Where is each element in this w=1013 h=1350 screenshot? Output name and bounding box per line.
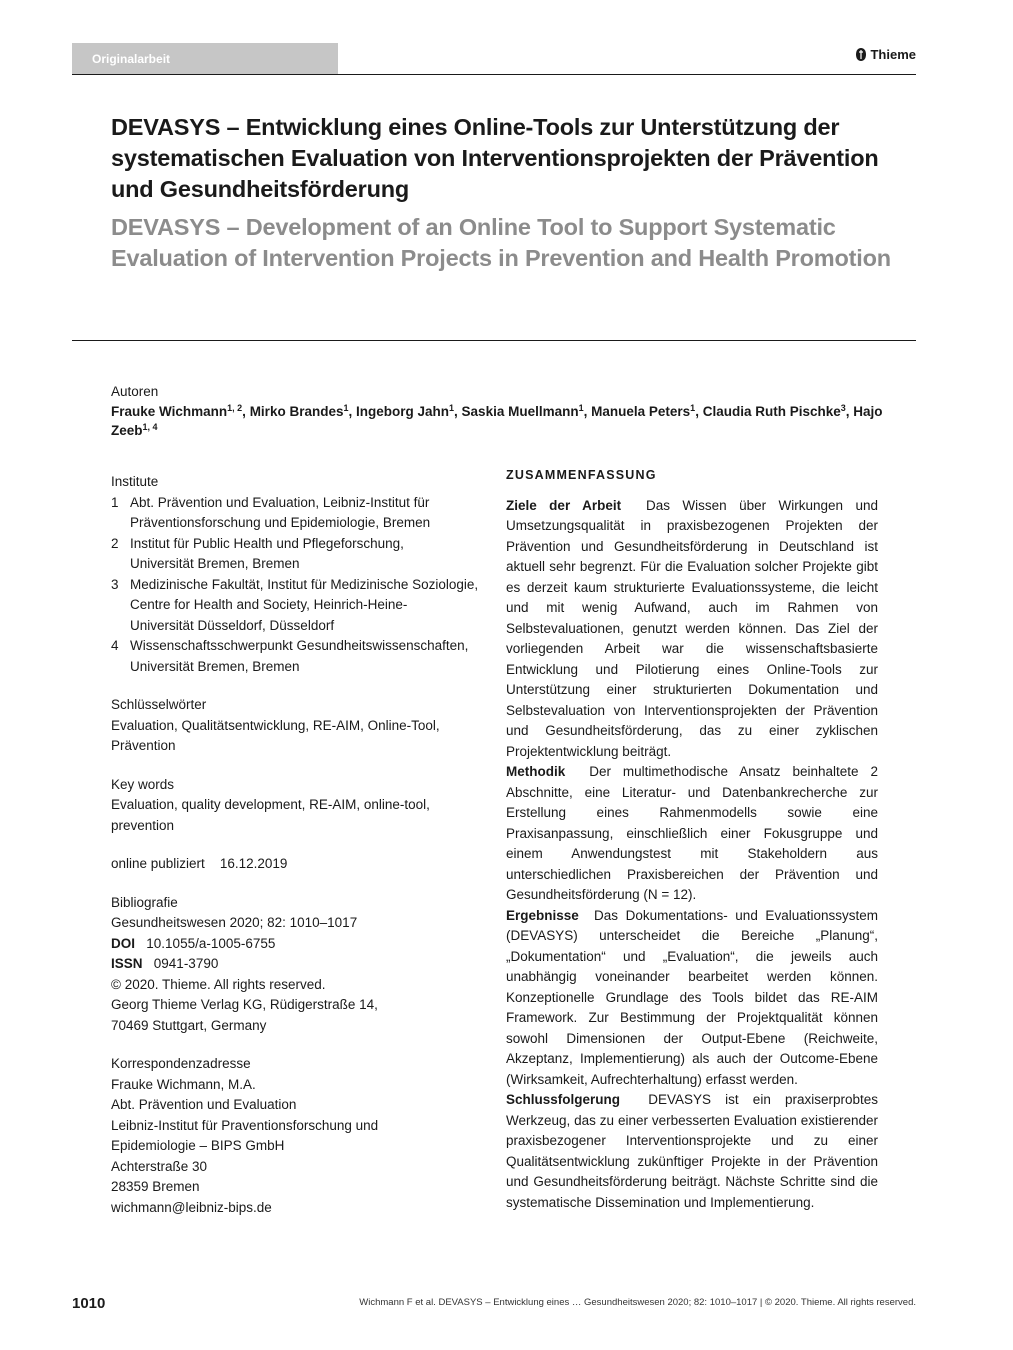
institute-item bbox=[111, 534, 491, 575]
institutes-label: Institute bbox=[111, 474, 159, 489]
institute-line: Abt. Prävention und Evaluation, Leibniz-Institut für bbox=[130, 494, 430, 510]
abstract-body bbox=[506, 496, 878, 1214]
doi-row bbox=[111, 934, 491, 955]
abstract-text: DEVASYS ist ein praxiserprobtes Werkzeug, das zu einer verbesserten Evaluation existierender praxisbezogener Interventionsprojekte und zu einer Qualitätsentwicklung zukünftiger Projekte in der Prävention und Gesundheitsförderung beiträgt. Nächste Schritte sind die systematische Dissemination und Implementierung. bbox=[506, 1092, 878, 1210]
institute-number: 1 bbox=[111, 494, 119, 510]
institute-line: Universität Bremen, Bremen bbox=[130, 556, 300, 571]
keywords-en-section bbox=[111, 775, 491, 837]
footer-citation: Wichmann F et al. DEVASYS – Entwicklung eines … Gesundheitswesen 2020; 82: 1010–1017 | © 2020. Thieme. All rights reserved. bbox=[359, 1297, 916, 1308]
copyright-line: © 2020. Thieme. All rights reserved. bbox=[111, 976, 326, 992]
institute-item bbox=[111, 575, 491, 637]
abstract-subheading: Ergebnisse bbox=[506, 907, 579, 923]
title-rule bbox=[72, 340, 916, 341]
keywords-en-label: Key words bbox=[111, 776, 175, 792]
institute-item bbox=[111, 493, 491, 534]
publisher-address-line: Georg Thieme Verlag KG, Rüdigerstraße 14, bbox=[111, 997, 378, 1012]
institute-line: Centre for Health and Society, Heinrich-Heine- bbox=[130, 597, 408, 612]
online-published-label: online publiziert bbox=[111, 856, 205, 871]
online-published-section bbox=[111, 854, 491, 875]
abstract-text: Das Dokumentations- und Evaluationssystem (DEVASYS) unterscheidet die Bereiche „Planung“, „Dokumentation“ und „Evaluation“, die jeweils auch unabhängig voneinander bearbeitet werden können. Konzeptionelle Grundlage des Tools bildet das RE-AIM Framework. Zur Bestimmung der Projektqualität können sowohl Dimensionen der Output-Ebene (Reichweite, Akzeptanz, Implementierung) als auch der Outcome-Ebene (Wirksamkeit, Aufrechterhaltung) erfasst werden. bbox=[506, 907, 878, 1087]
abstract-paragraph bbox=[506, 1090, 878, 1213]
author-name: Ingeborg Jahn bbox=[356, 404, 450, 419]
abstract-paragraph bbox=[506, 762, 878, 906]
correspondence-line: Epidemiologie – BIPS GmbH bbox=[111, 1138, 285, 1153]
abstract-column bbox=[506, 465, 878, 1213]
authors-label: Autoren bbox=[111, 384, 159, 399]
keywords-de-line: Evaluation, Qualitätsentwicklung, RE-AIM, Online-Tool, bbox=[111, 717, 440, 733]
abstract-subheading: Methodik bbox=[506, 764, 566, 779]
keywords-en-line: Evaluation, quality development, RE-AIM, online-tool, bbox=[111, 797, 430, 812]
authors-block bbox=[111, 382, 891, 440]
correspondence-line: Frauke Wichmann, M.A. bbox=[111, 1076, 256, 1092]
header-rule bbox=[72, 74, 916, 75]
author-name: Claudia Ruth Pischke bbox=[702, 404, 841, 419]
correspondence-section bbox=[111, 1054, 491, 1218]
institutes-list bbox=[111, 493, 491, 678]
abstract-heading: ZUSAMMENFASSUNG bbox=[506, 468, 657, 482]
keywords-de-label: Schlüsselwörter bbox=[111, 697, 207, 712]
institute-line: Präventionsforschung und Epidemiologie, Bremen bbox=[130, 515, 431, 530]
keywords-en-line: prevention bbox=[111, 817, 175, 833]
correspondence-email[interactable]: wichmann@leibniz-bips.de bbox=[111, 1199, 272, 1215]
keywords-de-section bbox=[111, 695, 491, 757]
issn-value: 0941-3790 bbox=[153, 956, 219, 971]
bibliography-label: Bibliografie bbox=[111, 894, 178, 910]
institutes-section bbox=[111, 472, 491, 677]
title-english: DEVASYS – Development of an Online Tool to Support Systematic Evaluation of Intervention Projects in Prevention and Health Promotion bbox=[111, 214, 891, 271]
abstract-paragraph bbox=[506, 496, 878, 763]
institute-number: 3 bbox=[111, 576, 119, 592]
correspondence-label: Korrespondenzadresse bbox=[111, 1056, 251, 1071]
author-affiliation: 1 bbox=[343, 403, 349, 413]
institute-number: 4 bbox=[111, 638, 119, 653]
publisher-logo bbox=[856, 47, 916, 62]
page-number: 1010 bbox=[72, 1295, 106, 1312]
issn-row bbox=[111, 954, 491, 975]
author-affiliation: 1, 4 bbox=[142, 422, 158, 432]
institute-line: Universität Düsseldorf, Düsseldorf bbox=[130, 617, 335, 633]
publisher-address-line: 70469 Stuttgart, Germany bbox=[111, 1017, 267, 1033]
author-name: Hajo Zeeb bbox=[111, 404, 883, 438]
author-name: Manuela Peters bbox=[591, 404, 691, 419]
publisher-name: Thieme bbox=[870, 47, 916, 62]
institute-item bbox=[111, 636, 491, 677]
bibliography-citation: Gesundheitswesen 2020; 82: 1010–1017 bbox=[111, 915, 358, 930]
doi-label: DOI bbox=[111, 935, 136, 951]
correspondence-line: 28359 Bremen bbox=[111, 1179, 200, 1194]
doi-value[interactable]: 10.1055/a-1005-6755 bbox=[146, 935, 276, 951]
abstract-text: Der multimethodische Ansatz beinhaltete 2 Abschnitte, eine Literatur- und Datenbankrecherche zur Erstellung eines Rahmenmodells sowie eine Praxisanpassung, einschließlich einer Fokusgruppe und einem Anwendungstest mit Stakeholdern aus unterschiedlichen Praxisbereichen der Prävention und Gesundheitsförderung (N = 12). bbox=[506, 764, 878, 902]
correspondence-line: Achterstraße 30 bbox=[111, 1158, 208, 1174]
abstract-subheading: Ziele der Arbeit bbox=[506, 497, 622, 513]
correspondence-line: Leibniz-Institut für Praventionsforschung und bbox=[111, 1117, 379, 1133]
author-name: Frauke Wichmann bbox=[111, 404, 228, 419]
author-affiliation: 1, 2 bbox=[227, 403, 243, 413]
institute-line: Wissenschaftsschwerpunkt Gesundheitswissenschaften, bbox=[130, 638, 469, 653]
institute-line: Medizinische Fakultät, Institut für Medizinische Soziologie, bbox=[130, 576, 479, 592]
author-affiliation: 1 bbox=[578, 403, 584, 413]
institute-line: Institut für Public Health und Pflegeforschung, bbox=[130, 535, 404, 551]
abstract-paragraph bbox=[506, 906, 878, 1091]
correspondence-line: Abt. Prävention und Evaluation bbox=[111, 1097, 297, 1112]
institute-line: Universität Bremen, Bremen bbox=[130, 658, 300, 674]
article-type-badge: Originalarbeit bbox=[72, 43, 338, 75]
title-german: DEVASYS – Entwicklung eines Online-Tools zur Unterstützung der systematischen Evaluation von Interventionsprojekten der Prävention und Gesundheitsförderung bbox=[111, 114, 879, 202]
author-affiliation: 1 bbox=[449, 403, 455, 413]
author-name: Saskia Muellmann bbox=[461, 404, 579, 419]
author-affiliation: 3 bbox=[840, 403, 846, 413]
author-name: Mirko Brandes bbox=[249, 404, 344, 419]
institute-number: 2 bbox=[111, 535, 119, 551]
author-affiliation: 1 bbox=[690, 403, 696, 413]
authors-list: Frauke Wichmann$^{1, 2}$, Mirko Brandes$^1$, Ingeborg Jahn$^1$, Saskia Muellmann$^1$, Manuela Peters$^1$, Claudia Ruth Pischke$^3$, Hajo Zeeb$^{1, 4}$ bbox=[111, 403, 883, 438]
issn-label: ISSN bbox=[111, 956, 143, 971]
abstract-text: Das Wissen über Wirkungen und Umsetzungsqualität in praxisbezogenen Projekten der Prävention und Gesundheitsförderung in Deutschland ist aktuell sehr begrenzt. Für die Evaluation solcher Projekte gibt es derzeit kaum strukturierte Evaluationssysteme, die leicht und mit wenig Aufwand, auch im Rahmen von Selbstevaluationen, genutzt werden können. Das Ziel der vorliegenden Arbeit war die wissenschaftsbasierte Entwicklung und Pilotierung eines Online-Tools zur Unterstützung einer strukturierten Dokumentation und Selbstevaluation von Interventionsprojekten der Prävention und Gesundheitsförderung, das zu einer zyklischen Projektentwicklung beiträgt. bbox=[506, 497, 878, 759]
online-published-date: 16.12.2019 bbox=[219, 856, 288, 871]
abstract-subheading: Schlussfolgerung bbox=[506, 1092, 621, 1107]
titles-block bbox=[111, 112, 891, 274]
keywords-de-line: Prävention bbox=[111, 738, 176, 753]
thieme-logo-icon bbox=[856, 48, 866, 61]
meta-column bbox=[111, 472, 491, 1236]
bibliography-section bbox=[111, 893, 491, 1037]
